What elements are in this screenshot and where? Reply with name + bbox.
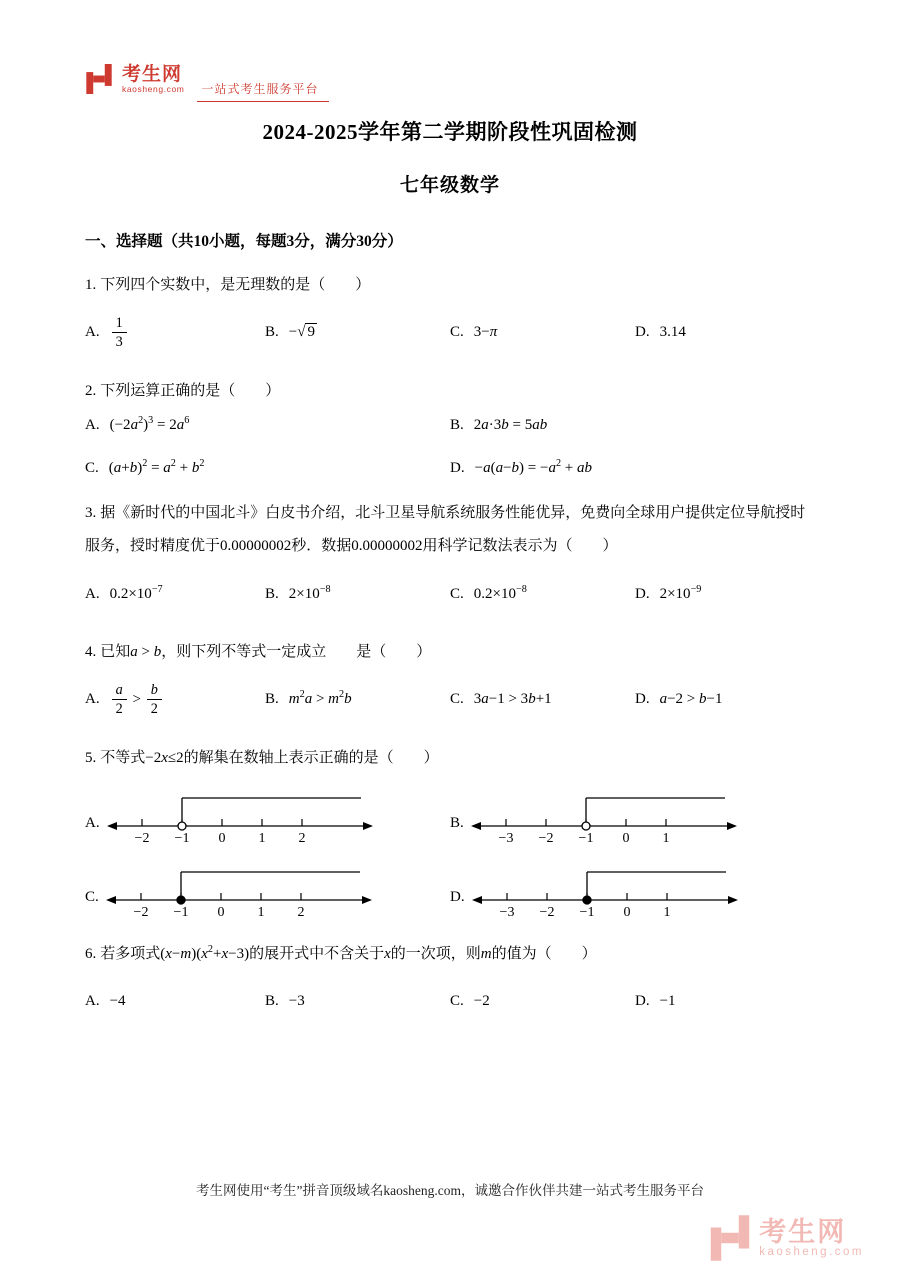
svg-text:−2: −2 [134, 830, 150, 844]
option-label: D. [635, 324, 650, 341]
option-value: 3−π [473, 324, 498, 341]
svg-text:1: 1 [258, 830, 266, 844]
option-value: −1 [659, 992, 676, 1009]
option-label: D. [635, 992, 650, 1009]
question-1-options [85, 311, 815, 355]
svg-text:−1: −1 [174, 830, 190, 844]
question-2-stem [85, 375, 815, 409]
question-6-option-a [85, 993, 265, 1010]
option-value: $2\times 10^{-8}$ [288, 583, 331, 602]
svg-text:1: 1 [662, 830, 670, 844]
option-label: D. [450, 888, 465, 905]
kaosheng-watermark [709, 1215, 864, 1261]
question-text: 据《新时代的中国北斗》白皮书介绍，北斗卫星导航系统服务性能优异，免费向全球用户提供定位导航授时服务，授时精度优于0.00000002秒．数据0.00000002用科学记数法表示为（ ） [85, 504, 806, 555]
question-3-option-b [265, 583, 450, 603]
option-value: $0.2\times 10^{-7}$ [109, 583, 163, 602]
page-subtitle: 七年级数学 [399, 175, 500, 196]
option-label: B. [265, 324, 279, 341]
option-value: a−2 > b−1 [659, 691, 723, 708]
question-number: 3. [85, 504, 97, 521]
svg-text:0: 0 [623, 904, 631, 918]
question-number: 4. [85, 644, 97, 660]
question-3 [85, 497, 815, 617]
option-label: C. [450, 992, 464, 1009]
option-label: A. [85, 324, 100, 341]
question-1-option-b [265, 324, 450, 341]
question-3-stem [85, 497, 815, 565]
svg-text:1: 1 [663, 904, 671, 918]
question-1-option-c [450, 324, 635, 341]
question-6-options [85, 979, 815, 1023]
brand-domain: kaosheng.com [122, 83, 185, 94]
question-3-option-c [450, 583, 635, 603]
option-value: $(-2a^2)^3 = 2a^6$ [109, 414, 190, 433]
question-5 [85, 742, 815, 918]
svg-text:−2: −2 [539, 904, 555, 918]
question-2-options [85, 414, 815, 477]
question-text: 不等式−2x≤2的解集在数轴上表示正确的是（ ） [100, 749, 439, 766]
question-1-stem [85, 269, 815, 303]
brand-text-block [122, 65, 184, 94]
question-2-option-c [85, 457, 450, 477]
option-value: $\frac{1}{3}$ [110, 315, 129, 351]
question-6-option-c [450, 993, 635, 1010]
option-label: A. [85, 416, 100, 433]
question-2 [85, 375, 815, 477]
question-5-options [85, 786, 815, 918]
question-4-option-d [635, 691, 815, 708]
question-2-option-a [85, 414, 450, 434]
option-value: $m^2a > m^2b$ [288, 689, 352, 708]
option-label: D. [450, 459, 465, 476]
option-value: 3a−1 > 3b+1 [473, 691, 552, 708]
option-label: C. [450, 585, 464, 602]
question-3-option-d [635, 583, 815, 603]
option-value: 2a·3b = 5ab [473, 416, 548, 433]
option-label: B. [450, 416, 464, 433]
question-4-options [85, 678, 815, 722]
question-5-option-d [450, 860, 815, 918]
question-4-option-c [450, 691, 635, 708]
question-5-option-b [450, 786, 815, 844]
question-6-stem [85, 938, 815, 972]
question-5-option-a [85, 786, 450, 844]
question-text: 已知a > b，则下列不等式一定成立 是（ ） [100, 644, 432, 660]
number-line-d [469, 860, 741, 918]
watermark-domain: kaosheng.com [759, 1246, 864, 1259]
question-5-option-c [85, 860, 450, 918]
option-value: $2\times 10^{-9}$ [659, 583, 702, 602]
question-text: 下列运算正确的是（ ） [100, 382, 281, 399]
option-label: C. [450, 324, 464, 341]
option-label: D. [635, 691, 650, 708]
question-5-stem [85, 742, 815, 776]
question-6 [85, 938, 815, 1024]
question-4-option-b [265, 691, 450, 708]
number-line-a [104, 786, 376, 844]
option-label: A. [85, 992, 100, 1009]
svg-text:−2: −2 [133, 904, 149, 918]
question-number: 6. [85, 945, 97, 962]
kaosheng-header-logo [85, 56, 815, 102]
option-value: −√ 9 [288, 324, 315, 341]
watermark-text-block [759, 1218, 864, 1258]
question-3-options [85, 572, 815, 616]
question-number: 5. [85, 749, 97, 766]
question-number: 2. [85, 382, 97, 399]
page-title: 2024-2025学年第二学期阶段性巩固检测 [262, 120, 638, 144]
svg-text:−1: −1 [579, 904, 595, 918]
question-number: 1. [85, 277, 97, 293]
svg-text:−3: −3 [499, 904, 515, 918]
svg-text:0: 0 [622, 830, 630, 844]
number-line-c [103, 860, 375, 918]
question-6-option-b [265, 993, 450, 1010]
question-2-option-d [450, 457, 815, 477]
option-label: B. [450, 814, 464, 831]
svg-text:0: 0 [217, 904, 225, 918]
question-text: 若多项式$(x-m)(x^2+x-3)$的展开式中不含关于x的一次项，则m的值为（ ） [100, 943, 597, 962]
svg-text:1: 1 [257, 904, 265, 918]
question-1-option-a [85, 315, 265, 351]
brand-name: 考生网 [122, 63, 183, 85]
option-value: $(a+b)^2 = a^2 + b^2$ [108, 457, 205, 476]
question-4 [85, 636, 815, 722]
section-heading: 一、选择题（共10小题，每题3分，满分30分） [85, 233, 403, 250]
svg-text:2: 2 [297, 904, 305, 918]
option-label: B. [265, 585, 279, 602]
svg-text:−3: −3 [498, 830, 514, 844]
brand-tagline: 一站式考生服务平台 [197, 80, 328, 102]
option-value: −2 [473, 992, 490, 1009]
option-value: $0.2\times 10^{-8}$ [473, 583, 527, 602]
question-1-option-d [635, 324, 815, 341]
svg-text:−1: −1 [578, 830, 594, 844]
option-value: −4 [109, 992, 126, 1009]
option-label: C. [85, 888, 99, 905]
option-value: $\frac{a}{2}$ > $\frac{b}{2}$ [110, 682, 164, 718]
option-label: A. [85, 585, 100, 602]
option-label: C. [450, 691, 464, 708]
option-value: $-a(a-b) = -a^2$ + ab [474, 457, 593, 476]
option-value: 3.14 [659, 324, 686, 341]
question-2-option-b [450, 417, 815, 434]
option-label: B. [265, 992, 279, 1009]
question-text: 下列四个实数中，是无理数的是（ ） [100, 277, 371, 293]
svg-text:0: 0 [218, 830, 226, 844]
svg-text:2: 2 [298, 830, 306, 844]
option-label: A. [85, 691, 100, 708]
option-label: C. [85, 459, 99, 476]
svg-text:−2: −2 [538, 830, 554, 844]
question-4-option-a [85, 682, 265, 718]
option-label: B. [265, 691, 279, 708]
footer-text: 考生网使用“考生”拼音顶级域名kaosheng.com，诚邀合作伙伴共建一站式考生服务平台 [195, 1183, 705, 1198]
option-label: A. [85, 814, 100, 831]
option-value: −3 [288, 992, 305, 1009]
question-3-option-a [85, 583, 265, 603]
number-line-b [468, 786, 740, 844]
question-1 [85, 269, 815, 355]
kaosheng-logo-icon [85, 64, 113, 94]
svg-text:−1: −1 [173, 904, 189, 918]
kaosheng-watermark-icon [709, 1215, 751, 1261]
question-6-option-d [635, 993, 815, 1010]
question-4-stem [85, 636, 815, 670]
option-label: D. [635, 585, 650, 602]
watermark-brand-name: 考生网 [759, 1216, 847, 1247]
